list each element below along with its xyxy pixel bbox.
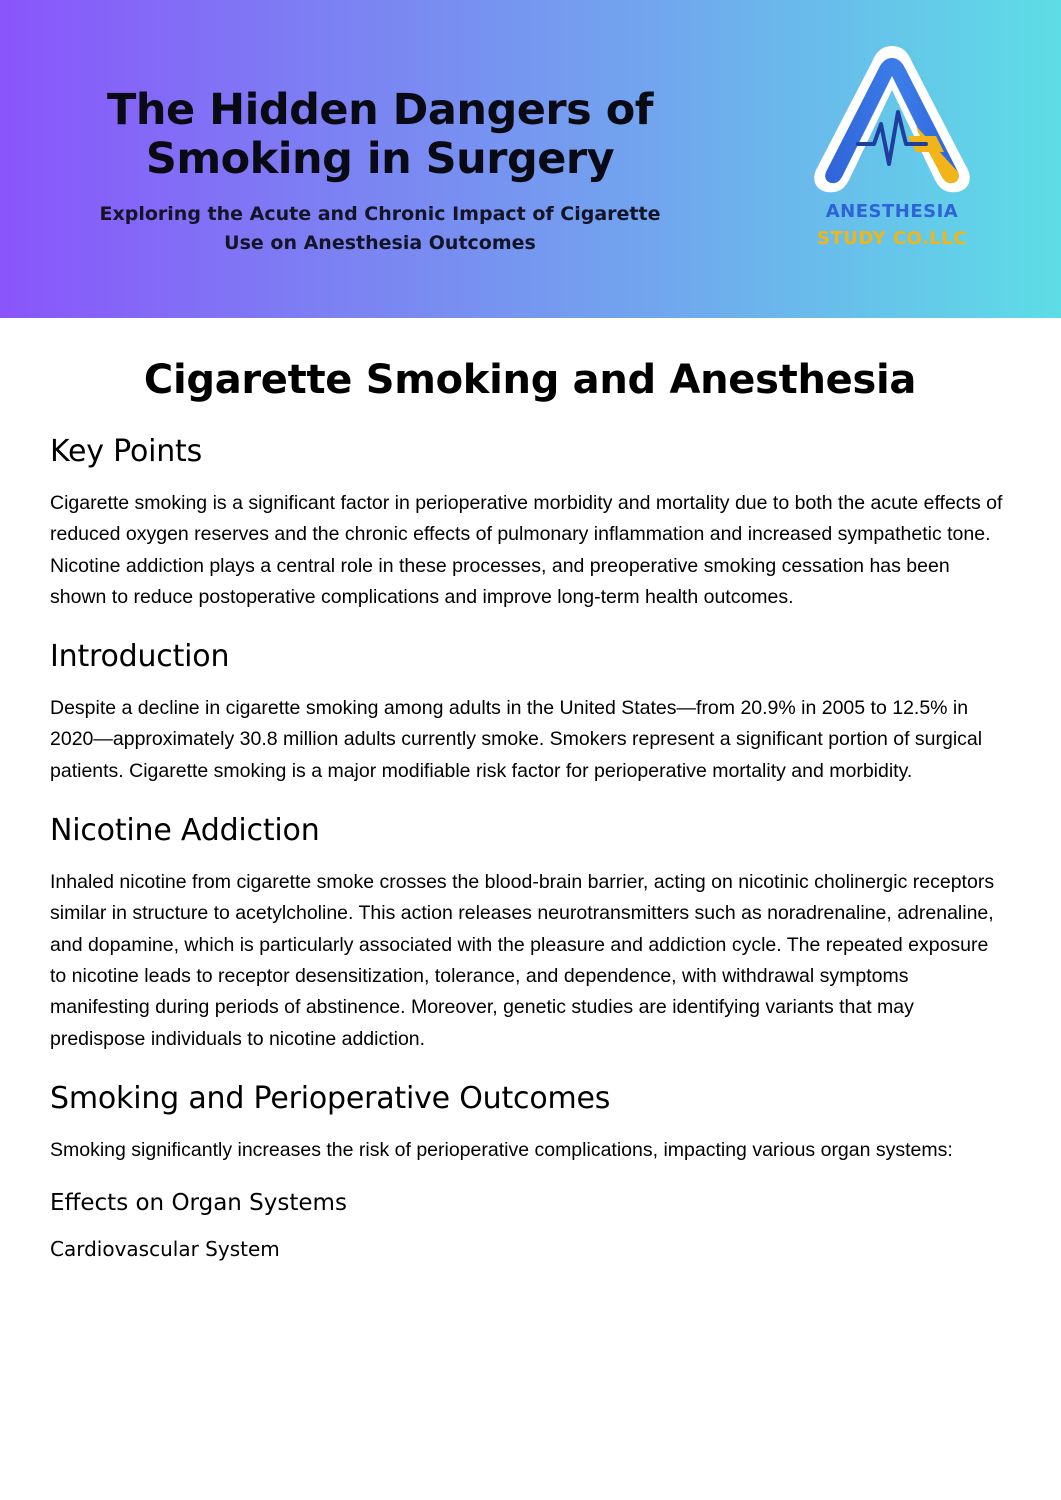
- subsubsection-heading: Cardiovascular System: [50, 1237, 280, 1262]
- subsection-heading: Effects on Organ Systems: [50, 1190, 347, 1217]
- section-heading: Smoking and Perioperative Outcomes: [50, 1080, 611, 1116]
- company-logo: [808, 40, 976, 258]
- logo-text-study-co: STUDY CO.LLC: [817, 228, 967, 249]
- section-paragraph: Despite a decline in cigarette smoking among adults in the United States—from 20.9% in 2005 to 12.5% in 2020—approximately 30.8 million adults currently smoke. Smokers represent a significant portion of surgical patients. Cigarette smoking is a major modifiable risk factor for perioperative mortality and morbidity.: [50, 697, 983, 782]
- banner-subtitle: Exploring the Acute and Chronic Impact of Cigarette Use on Anesthesia Outcomes: [99, 203, 661, 254]
- section-introduction: [50, 635, 1010, 787]
- section-paragraph: Inhaled nicotine from cigarette smoke crosses the blood-brain barrier, acting on nicotinic cholinergic receptors similar in structure to acetylcholine. This action releases neurotransmitters such as noradrenaline, adrenaline, and dopamine, which is particularly associated with the pleasure and addiction cycle. The repeated exposure to nicotine leads to receptor desensitization, tolerance, and dependence, with withdrawal symptoms manifesting during periods of abstinence. Moreover, genetic studies are identifying variants that may predispose individuals to nicotine addiction.: [50, 871, 995, 1050]
- logo-text-anesthesia: ANESTHESIA: [825, 201, 959, 222]
- section-heading: Key Points: [50, 434, 203, 469]
- banner-title: The Hidden Dangers of Smoking in Surgery: [107, 85, 653, 184]
- section-nicotine-addiction: [50, 809, 1010, 1055]
- section-paragraph: Cigarette smoking is a significant factor in perioperative morbidity and mortality due to both the acute effects of reduced oxygen reserves and the chronic effects of pulmonary inflammation and increased sympathetic tone. Nicotine addiction plays a central role in these processes, and preoperative smoking cessation has been shown to reduce postoperative complications and improve long-term health outcomes.: [50, 492, 1003, 608]
- document-title: Cigarette Smoking and Anesthesia: [143, 357, 917, 403]
- document-body: [50, 318, 1010, 1264]
- section-paragraph: Smoking significantly increases the risk of perioperative complications, impacting various organ systems:: [50, 1138, 953, 1161]
- section-key-points: [50, 430, 1010, 613]
- letter-a-heartbeat-icon: [808, 40, 976, 200]
- section-heading: Introduction: [50, 639, 230, 675]
- header-banner: [0, 0, 1061, 318]
- section-perioperative-outcomes: [50, 1077, 1010, 1264]
- section-heading: Nicotine Addiction: [50, 813, 320, 849]
